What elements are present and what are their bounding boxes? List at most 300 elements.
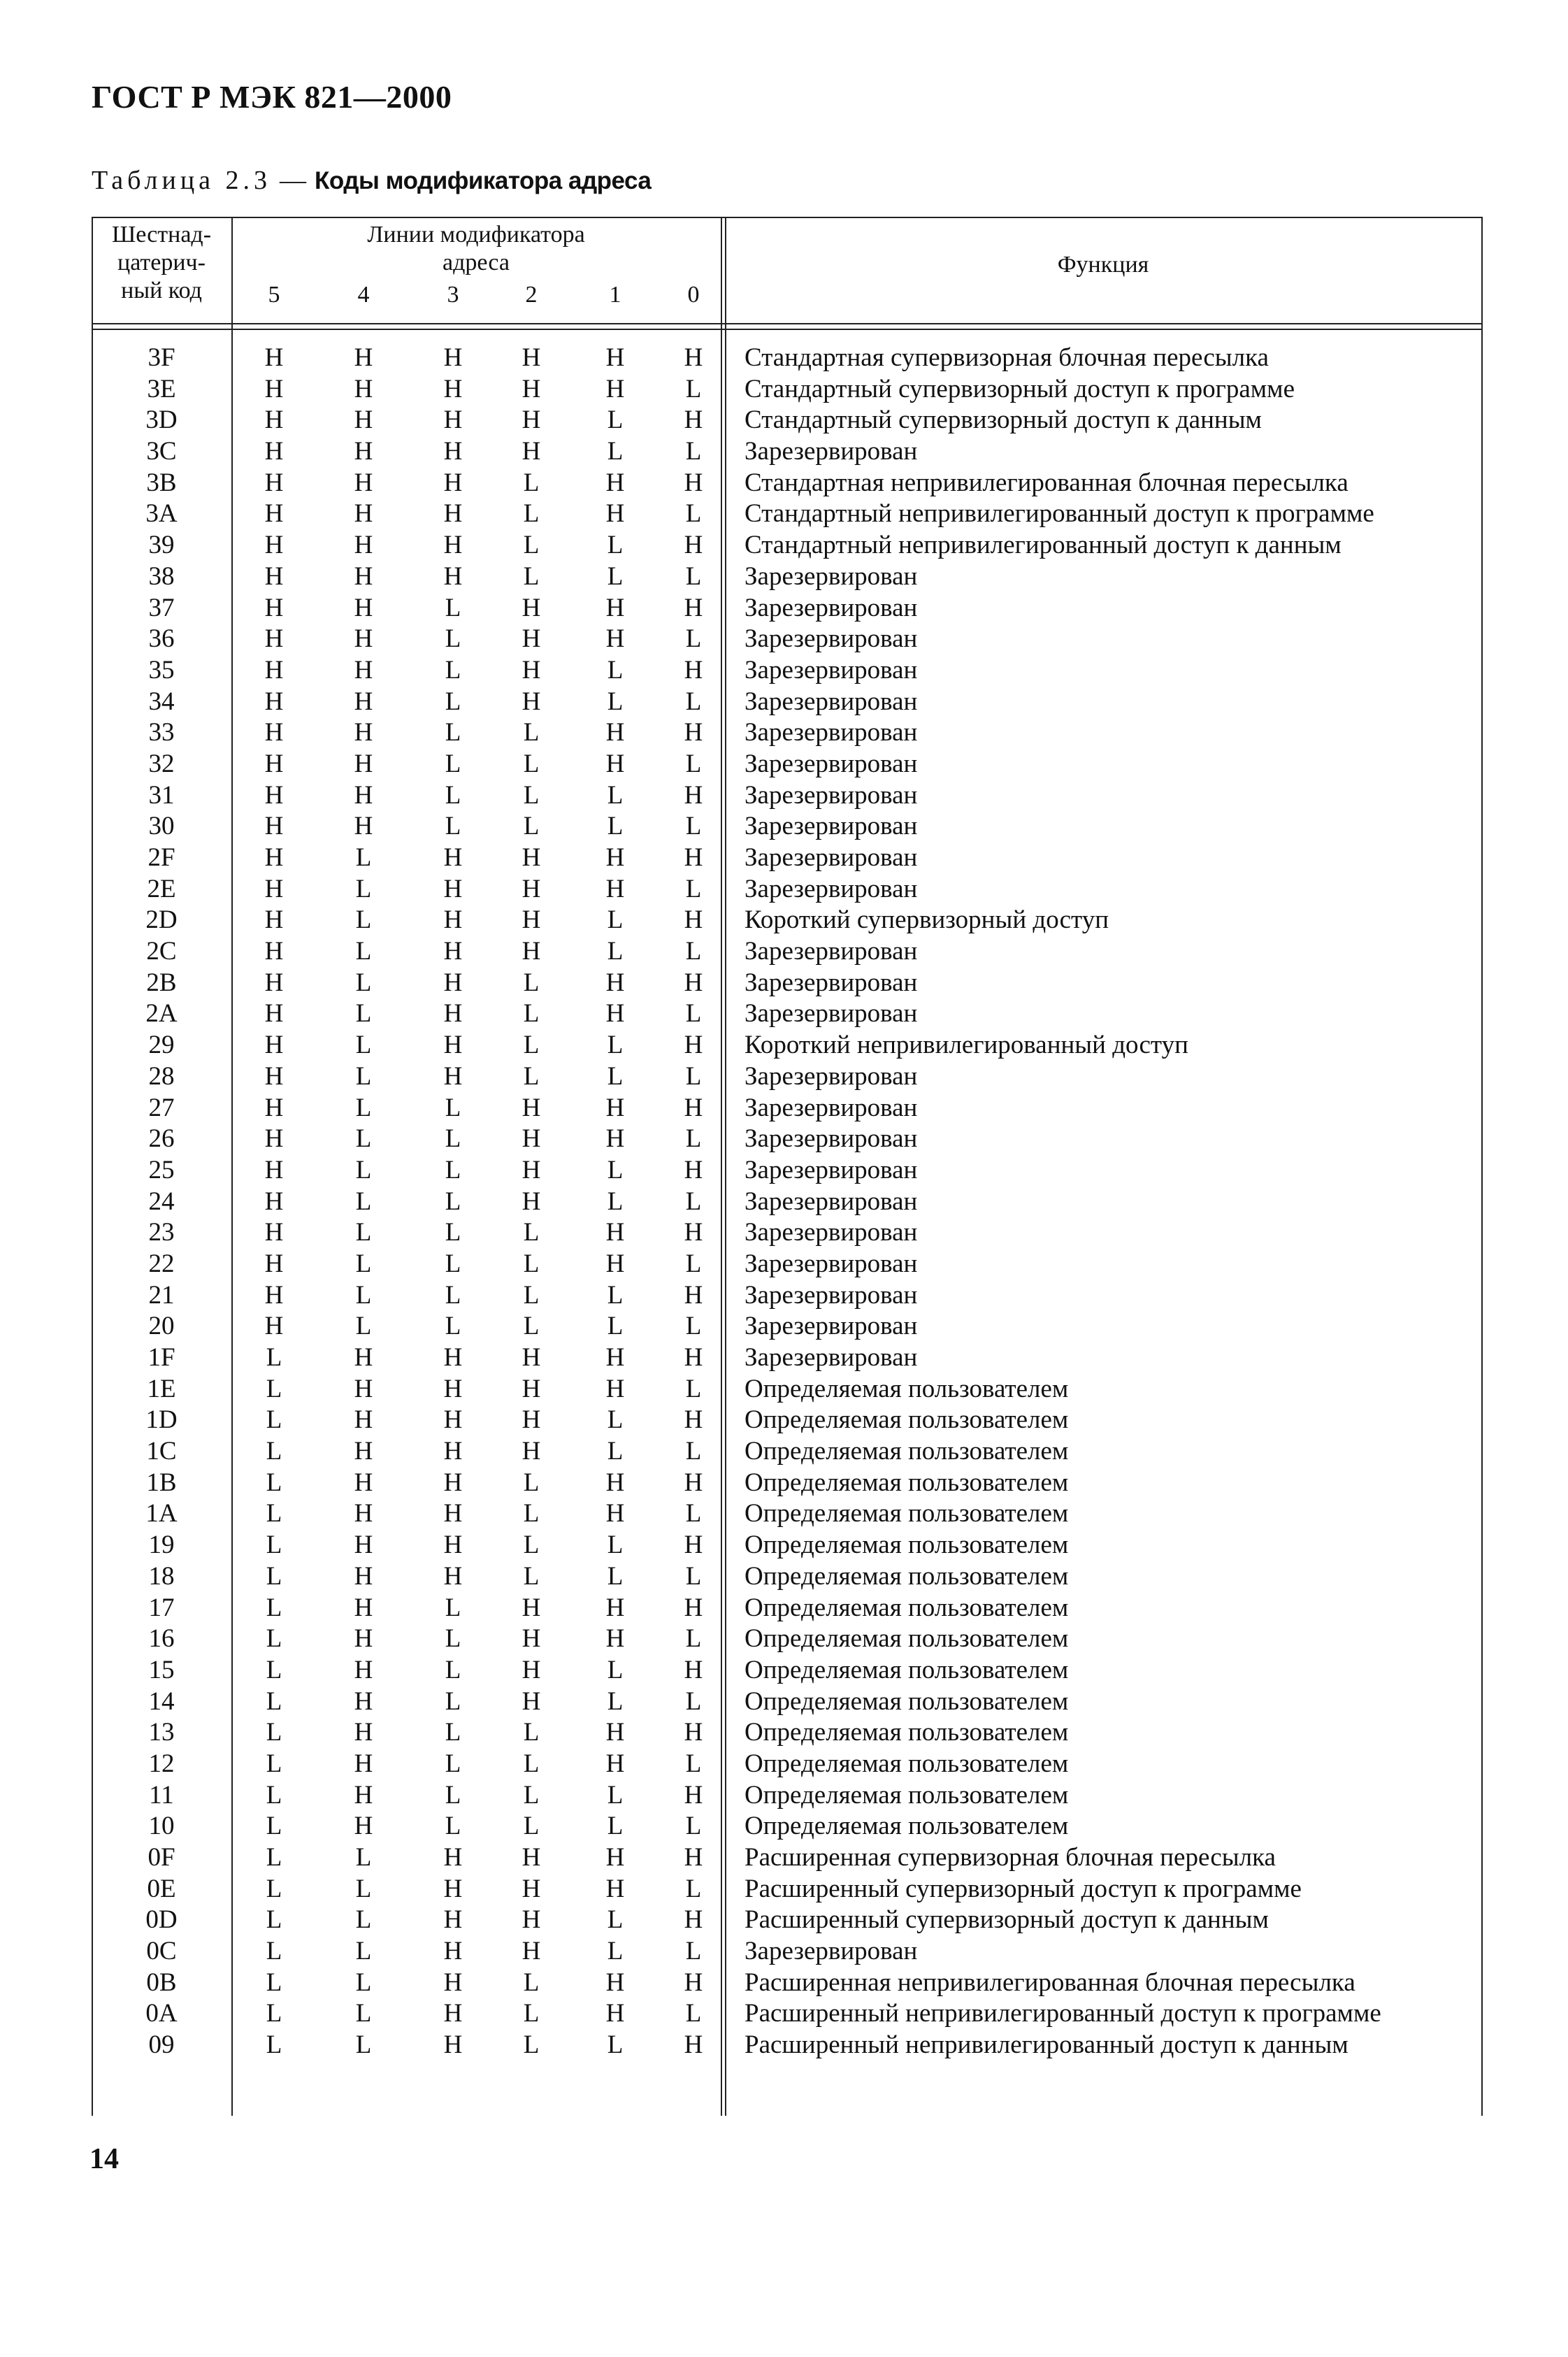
bit-0-cell: L	[685, 999, 702, 1029]
bit-0-cell: L	[685, 1624, 702, 1654]
bit-4-cell: L	[355, 1937, 372, 1966]
bit-4-cell: L	[355, 1312, 372, 1341]
bit-1-cell: H	[605, 499, 625, 529]
function-cell: Расширенный супервизорный доступ к программе	[745, 1874, 1302, 1903]
bit-0-cell: L	[685, 561, 702, 591]
bit-0-header: 0	[687, 282, 700, 308]
function-cell: Определяемая пользователем	[745, 1374, 1069, 1403]
hex-code-cell: 25	[148, 1155, 175, 1184]
bit-2-cell: H	[522, 437, 541, 466]
bit-3-cell: L	[445, 1749, 461, 1778]
bit-5-cell: H	[264, 499, 284, 529]
function-cell: Определяемая пользователем	[745, 1749, 1069, 1778]
bit-2-cell: L	[523, 1718, 540, 1747]
bit-1-cell: H	[605, 374, 625, 403]
bit-0-cell: H	[684, 1843, 703, 1872]
table-row	[92, 998, 1483, 1030]
bit-1-cell: H	[605, 874, 625, 903]
table-row	[92, 811, 1483, 843]
bit-0-cell: H	[684, 905, 703, 935]
bit-2-cell: H	[522, 1843, 541, 1872]
bit-3-cell: L	[445, 1624, 461, 1654]
bit-4-cell: H	[354, 468, 373, 497]
bit-5-cell: H	[264, 1061, 284, 1091]
bit-3-cell: H	[443, 843, 463, 872]
bit-2-cell: L	[523, 718, 540, 747]
bit-1-cell: L	[607, 1280, 624, 1310]
bit-4-cell: L	[355, 1249, 372, 1278]
bit-5-cell: L	[266, 1905, 282, 1935]
table-row	[92, 655, 1483, 687]
bit-3-cell: H	[443, 999, 463, 1029]
bit-5-cell: H	[264, 905, 284, 935]
table-row	[92, 1717, 1483, 1749]
bit-1-cell: H	[605, 1499, 625, 1528]
bit-4-cell: L	[355, 1905, 372, 1935]
hex-code-cell: 2B	[146, 968, 177, 997]
bit-3-cell: H	[443, 561, 463, 591]
bit-4-cell: H	[354, 561, 373, 591]
bit-2-cell: H	[522, 655, 541, 685]
hex-code-cell: 1F	[148, 1343, 175, 1372]
bit-4-cell: L	[355, 1093, 372, 1122]
bit-5-cell: L	[266, 2030, 282, 2060]
document-title: ГОСТ Р МЭК 821—2000	[92, 79, 452, 115]
bit-2-cell: L	[523, 1061, 540, 1091]
bit-1-cell: H	[605, 624, 625, 654]
bit-3-cell: H	[443, 1343, 463, 1372]
function-cell: Зарезервирован	[745, 1218, 918, 1247]
function-cell: Зарезервирован	[745, 812, 918, 841]
bit-0-cell: L	[685, 1686, 702, 1716]
function-cell: Зарезервирован	[745, 1155, 918, 1184]
table-top-rule	[92, 217, 1483, 218]
table-row	[92, 624, 1483, 655]
bit-3-cell: L	[445, 1312, 461, 1341]
hex-code-cell: 3B	[146, 468, 177, 497]
bit-2-cell: L	[523, 968, 540, 997]
function-cell: Зарезервирован	[745, 718, 918, 747]
bit-1-cell: H	[605, 1249, 625, 1278]
function-cell: Стандартный супервизорный доступ к программе	[745, 374, 1295, 403]
bit-5-cell: L	[266, 1405, 282, 1435]
bit-2-cell: L	[523, 1468, 540, 1497]
bit-1-cell: L	[607, 561, 624, 591]
bit-0-cell: L	[685, 1561, 702, 1591]
hex-code-cell: 36	[148, 624, 175, 654]
function-cell: Определяемая пользователем	[745, 1655, 1069, 1684]
function-cell: Определяемая пользователем	[745, 1593, 1069, 1622]
bit-4-cell: H	[354, 1718, 373, 1747]
bit-4-cell: L	[355, 1874, 372, 1903]
bit-3-cell: H	[443, 1437, 463, 1466]
hex-code-cell: 11	[149, 1780, 174, 1810]
bit-0-cell: L	[685, 874, 702, 903]
bit-5-cell: H	[264, 968, 284, 997]
function-cell: Зарезервирован	[745, 937, 918, 966]
bit-3-cell: H	[443, 1374, 463, 1403]
bit-5-cell: H	[264, 718, 284, 747]
bit-3-cell: L	[445, 1686, 461, 1716]
bit-2-cell: L	[523, 531, 540, 560]
bit-2-cell: L	[523, 1249, 540, 1278]
bit-3-cell: L	[445, 1718, 461, 1747]
table-row	[92, 687, 1483, 718]
bit-5-cell: L	[266, 1937, 282, 1966]
bit-3-cell: H	[443, 468, 463, 497]
bit-0-cell: L	[685, 1937, 702, 1966]
bit-1-cell: L	[607, 406, 624, 435]
function-cell: Стандартный непривилегированный доступ к данным	[745, 531, 1342, 560]
bit-1-cell: H	[605, 999, 625, 1029]
bit-1-cell: L	[607, 1061, 624, 1091]
bit-1-cell: L	[607, 812, 624, 841]
table-row	[92, 749, 1483, 780]
bit-4-cell: L	[355, 1843, 372, 1872]
bit-0-cell: H	[684, 1655, 703, 1684]
hex-code-cell: 31	[148, 780, 175, 810]
bit-5-cell: H	[264, 437, 284, 466]
table-row	[92, 1280, 1483, 1312]
table-row	[92, 1217, 1483, 1249]
bit-4-cell: H	[354, 406, 373, 435]
bit-3-cell: H	[443, 499, 463, 529]
bit-3-cell: H	[443, 1499, 463, 1528]
bit-5-cell: H	[264, 1218, 284, 1247]
bit-3-cell: L	[445, 1593, 461, 1622]
function-cell: Определяемая пользователем	[745, 1437, 1069, 1466]
hex-code-cell: 28	[148, 1061, 175, 1091]
bit-4-cell: L	[355, 874, 372, 903]
bit-5-cell: L	[266, 1499, 282, 1528]
bit-0-cell: H	[684, 343, 703, 372]
function-cell: Определяемая пользователем	[745, 1499, 1069, 1528]
bit-0-cell: L	[685, 812, 702, 841]
bit-3-cell: L	[445, 1655, 461, 1684]
hex-code-cell: 2C	[146, 937, 177, 966]
bit-1-cell: H	[605, 843, 625, 872]
hex-code-cell: 2D	[145, 905, 178, 935]
bit-2-cell: H	[522, 593, 541, 622]
bit-5-cell: L	[266, 1812, 282, 1841]
bit-0-cell: H	[684, 1280, 703, 1310]
bit-4-cell: H	[354, 1593, 373, 1622]
bit-2-cell: L	[523, 1561, 540, 1591]
bit-2-cell: H	[522, 937, 541, 966]
bit-4-cell: L	[355, 2030, 372, 2060]
function-cell: Зарезервирован	[745, 655, 918, 685]
bit-0-cell: L	[685, 1124, 702, 1154]
function-cell: Зарезервирован	[745, 1124, 918, 1154]
caption-label: Таблица 2.3	[92, 166, 272, 195]
hex-code-cell: 14	[148, 1686, 175, 1716]
bit-1-cell: H	[605, 1843, 625, 1872]
bit-2-cell: L	[523, 780, 540, 810]
bit-5-cell: L	[266, 1749, 282, 1778]
function-cell: Стандартный супервизорный доступ к данным	[745, 406, 1262, 435]
function-cell: Зарезервирован	[745, 780, 918, 810]
bit-1-cell: L	[607, 1655, 624, 1684]
bit-5-cell: H	[264, 1280, 284, 1310]
bit-1-cell: L	[607, 1812, 624, 1841]
table-row	[92, 1780, 1483, 1812]
function-cell: Зарезервирован	[745, 1061, 918, 1091]
bit-2-cell: H	[522, 687, 541, 716]
bit-1-cell: L	[607, 1937, 624, 1966]
bit-5-cell: L	[266, 1718, 282, 1747]
bit-1-cell: L	[607, 437, 624, 466]
bit-3-cell: H	[443, 1405, 463, 1435]
bit-4-cell: H	[354, 531, 373, 560]
bit-2-cell: L	[523, 1312, 540, 1341]
bit-3-cell: H	[443, 968, 463, 997]
bit-5-cell: H	[264, 1187, 284, 1216]
function-cell: Короткий непривилегированный доступ	[745, 1031, 1188, 1060]
bit-5-cell: H	[264, 593, 284, 622]
table-row	[92, 1093, 1483, 1124]
table-row	[92, 593, 1483, 624]
bit-3-cell: H	[443, 905, 463, 935]
hex-code-cell: 1A	[145, 1499, 178, 1528]
hex-code-cell: 0A	[145, 1999, 178, 2028]
bit-4-cell: H	[354, 1624, 373, 1654]
hex-code-cell: 1E	[147, 1374, 176, 1403]
hex-code-cell: 2E	[147, 874, 176, 903]
bit-2-cell: H	[522, 1124, 541, 1154]
bit-5-cell: H	[264, 687, 284, 716]
bit-0-cell: H	[684, 531, 703, 560]
bit-3-cell: L	[445, 1280, 461, 1310]
hex-code-cell: 10	[148, 1812, 175, 1841]
hex-code-cell: 0F	[148, 1843, 175, 1872]
bit-0-cell: H	[684, 1468, 703, 1497]
hex-code-cell: 34	[148, 687, 175, 716]
table-row	[92, 1905, 1483, 1936]
bit-5-cell: H	[264, 874, 284, 903]
hex-code-cell: 3A	[145, 499, 178, 529]
bit-4-cell: L	[355, 905, 372, 935]
bit-5-cell: H	[264, 531, 284, 560]
hex-code-cell: 27	[148, 1093, 175, 1122]
bit-0-cell: H	[684, 718, 703, 747]
bit-1-cell: H	[605, 1374, 625, 1403]
bit-2-cell: H	[522, 1343, 541, 1372]
bit-0-cell: L	[685, 687, 702, 716]
bit-4-cell: H	[354, 1531, 373, 1560]
bit-4-cell: H	[354, 624, 373, 654]
table-body	[92, 343, 1483, 2061]
table-row	[92, 1405, 1483, 1436]
bit-4-cell: H	[354, 1812, 373, 1841]
bit-2-cell: H	[522, 1437, 541, 1466]
table-row	[92, 1874, 1483, 1905]
bit-5-cell: L	[266, 1968, 282, 1997]
bit-1-cell: H	[605, 1124, 625, 1154]
function-cell: Зарезервирован	[745, 874, 918, 903]
bit-5-cell: H	[264, 999, 284, 1029]
bit-2-cell: L	[523, 1968, 540, 1997]
bit-0-cell: H	[684, 1218, 703, 1247]
bit-3-cell: L	[445, 655, 461, 685]
function-cell: Зарезервирован	[745, 999, 918, 1029]
bit-2-cell: L	[523, 999, 540, 1029]
bit-1-cell: L	[607, 1155, 624, 1184]
hex-code-cell: 3C	[146, 437, 177, 466]
bit-0-cell: L	[685, 1312, 702, 1341]
function-cell: Зарезервирован	[745, 687, 918, 716]
bit-4-cell: L	[355, 1124, 372, 1154]
function-cell: Стандартная супервизорная блочная пересылка	[745, 343, 1269, 372]
bit-5-cell: H	[264, 749, 284, 778]
hex-code-cell: 19	[148, 1531, 175, 1560]
function-cell: Стандартная непривилегированная блочная пересылка	[745, 468, 1348, 497]
bit-0-cell: L	[685, 499, 702, 529]
hex-code-cell: 2A	[145, 999, 178, 1029]
table-row	[92, 1998, 1483, 2030]
bit-3-cell: H	[443, 1968, 463, 1997]
function-cell: Зарезервирован	[745, 593, 918, 622]
table-row	[92, 1374, 1483, 1405]
bit-3-cell: H	[443, 1561, 463, 1591]
table-row	[92, 717, 1483, 749]
function-cell: Зарезервирован	[745, 1187, 918, 1216]
table-row	[92, 343, 1483, 374]
bit-5-cell: H	[264, 406, 284, 435]
table-row	[92, 1593, 1483, 1624]
bit-3-cell: L	[445, 812, 461, 841]
bit-2-cell: L	[523, 1812, 540, 1841]
function-cell: Зарезервирован	[745, 1280, 918, 1310]
function-cell: Зарезервирован	[745, 561, 918, 591]
bit-4-cell: H	[354, 718, 373, 747]
hex-code-cell: 09	[148, 2030, 175, 2060]
function-cell: Зарезервирован	[745, 437, 918, 466]
bit-5-cell: L	[266, 1343, 282, 1372]
bit-3-cell: L	[445, 1780, 461, 1810]
bit-4-cell: H	[354, 1499, 373, 1528]
bit-5-cell: H	[264, 1249, 284, 1278]
bit-1-cell: H	[605, 1968, 625, 1997]
bit-4-cell: H	[354, 749, 373, 778]
bit-0-cell: H	[684, 468, 703, 497]
bit-5-cell: H	[264, 655, 284, 685]
function-cell: Зарезервирован	[745, 1937, 918, 1966]
bit-5-cell: H	[264, 843, 284, 872]
bit-1-cell: H	[605, 343, 625, 372]
bit-1-header: 1	[609, 282, 621, 308]
function-cell: Определяемая пользователем	[745, 1561, 1069, 1591]
hex-code-cell: 3E	[147, 374, 176, 403]
hex-code-cell: 3F	[148, 343, 175, 372]
bit-4-cell: H	[354, 687, 373, 716]
bit-1-cell: H	[605, 1343, 625, 1372]
function-cell: Расширенная супервизорная блочная пересылка	[745, 1843, 1276, 1872]
bit-4-cell: L	[355, 937, 372, 966]
bit-5-cell: H	[264, 374, 284, 403]
hex-code-cell: 21	[148, 1280, 175, 1310]
bit-2-cell: H	[522, 843, 541, 872]
hex-code-cell: 17	[148, 1593, 175, 1622]
bit-4-cell: H	[354, 374, 373, 403]
header-rule-upper	[92, 323, 1483, 324]
table-row	[92, 1124, 1483, 1155]
bit-1-cell: L	[607, 937, 624, 966]
bit-4-cell: L	[355, 1187, 372, 1216]
hex-code-cell: 22	[148, 1249, 175, 1278]
function-cell: Определяемая пользователем	[745, 1405, 1069, 1435]
function-cell: Зарезервирован	[745, 968, 918, 997]
bit-0-cell: L	[685, 1061, 702, 1091]
bit-3-cell: H	[443, 1999, 463, 2028]
bit-5-cell: H	[264, 468, 284, 497]
bit-4-cell: L	[355, 1155, 372, 1184]
page-number: 14	[89, 2143, 119, 2175]
bit-2-cell: H	[522, 624, 541, 654]
bit-5-cell: L	[266, 1374, 282, 1403]
table-row	[92, 2030, 1483, 2061]
hex-code-cell: 30	[148, 812, 175, 841]
hex-code-cell: 0C	[146, 1937, 177, 1966]
hex-code-cell: 1D	[145, 1405, 178, 1435]
function-cell: Определяемая пользователем	[745, 1624, 1069, 1654]
bit-1-cell: H	[605, 718, 625, 747]
table-row	[92, 499, 1483, 530]
table-row	[92, 468, 1483, 499]
table-row	[92, 1030, 1483, 1061]
bit-5-cell: H	[264, 561, 284, 591]
hex-code-cell: 32	[148, 749, 175, 778]
bit-5-cell: H	[264, 1312, 284, 1341]
function-cell: Определяемая пользователем	[745, 1780, 1069, 1810]
table-row	[92, 1655, 1483, 1686]
hex-code-cell: 18	[148, 1561, 175, 1591]
bit-4-cell: H	[354, 1437, 373, 1466]
bit-5-header: 5	[268, 282, 280, 308]
bit-1-cell: H	[605, 1749, 625, 1778]
bit-3-cell: H	[443, 1874, 463, 1903]
bit-4-cell: H	[354, 812, 373, 841]
bit-2-header: 2	[525, 282, 538, 308]
hex-code-cell: 0E	[147, 1874, 176, 1903]
bit-0-cell: L	[685, 1874, 702, 1903]
hex-code-cell: 39	[148, 531, 175, 560]
table-row	[92, 436, 1483, 468]
bit-0-cell: H	[684, 1531, 703, 1560]
bit-0-cell: H	[684, 1780, 703, 1810]
bit-4-cell: L	[355, 968, 372, 997]
table-row	[92, 1468, 1483, 1499]
table-row	[92, 405, 1483, 436]
bit-2-cell: L	[523, 1218, 540, 1247]
hex-code-cell: 12	[148, 1749, 175, 1778]
function-cell: Расширенный непривилегированный доступ к программе	[745, 1999, 1381, 2028]
bit-1-cell: H	[605, 1218, 625, 1247]
bit-2-cell: L	[523, 1499, 540, 1528]
bit-3-cell: L	[445, 687, 461, 716]
function-cell: Расширенный супервизорный доступ к данным	[745, 1905, 1269, 1935]
hex-code-cell: 24	[148, 1187, 175, 1216]
hex-code-cell: 26	[148, 1124, 175, 1154]
bit-2-cell: L	[523, 499, 540, 529]
bit-4-cell: L	[355, 1061, 372, 1091]
bit-1-cell: H	[605, 1999, 625, 2028]
bit-2-cell: L	[523, 749, 540, 778]
hex-code-cell: 35	[148, 655, 175, 685]
function-cell: Стандартный непривилегированный доступ к программе	[745, 499, 1374, 529]
bit-0-cell: H	[684, 1093, 703, 1122]
bit-5-cell: H	[264, 1093, 284, 1122]
bit-4-cell: H	[354, 1561, 373, 1591]
